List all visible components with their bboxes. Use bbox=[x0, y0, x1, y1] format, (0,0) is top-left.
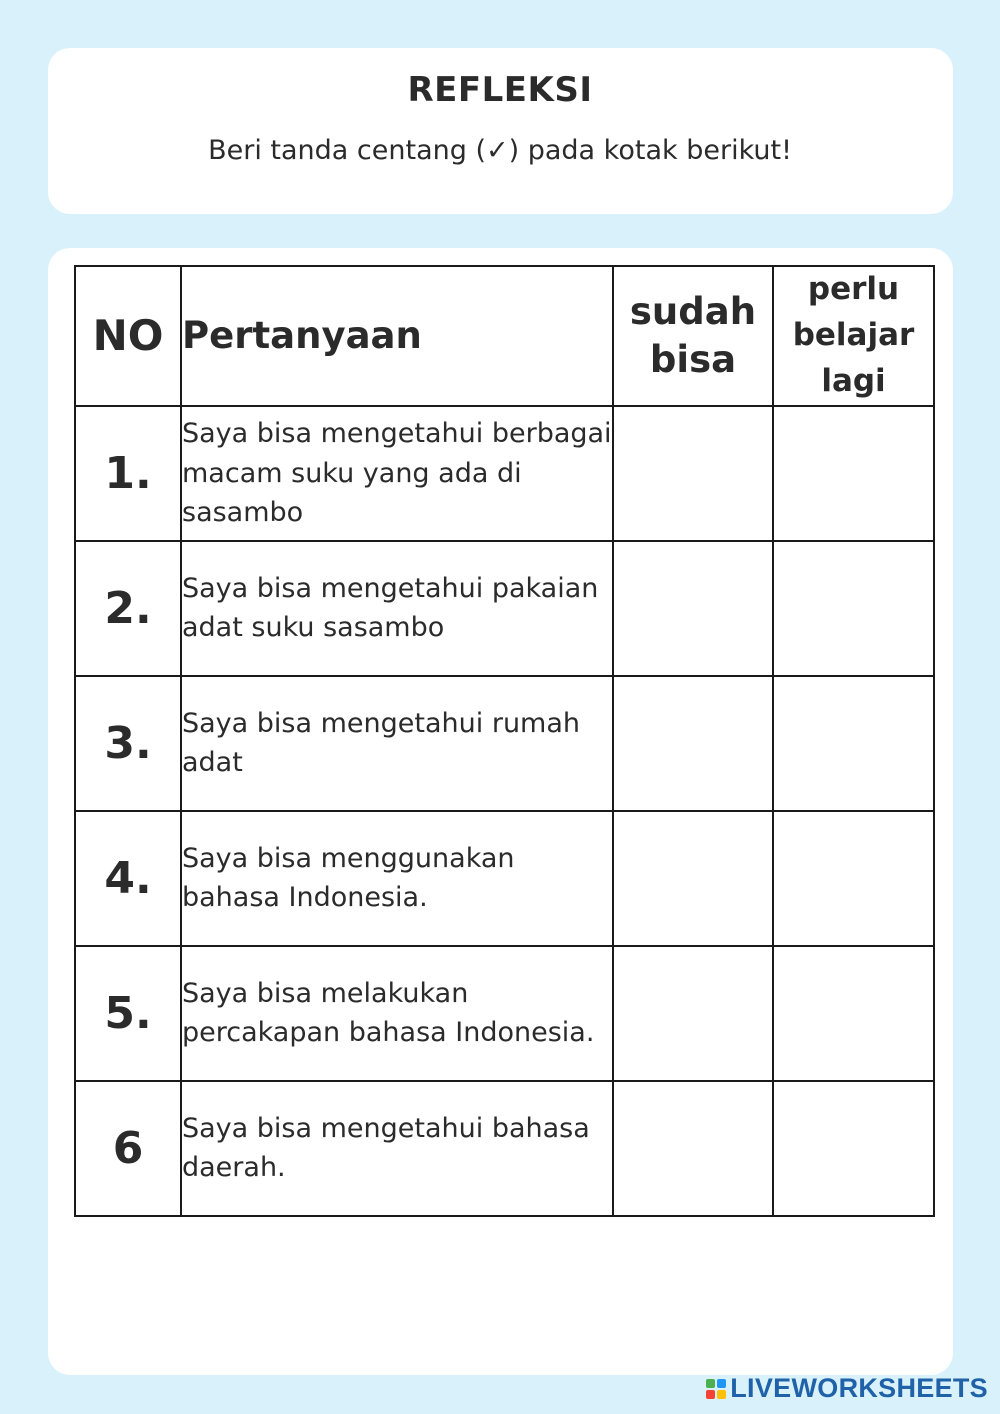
row-question: Saya bisa melakukan percakapan bahasa Indonesia. bbox=[181, 946, 613, 1081]
liveworksheets-logo[interactable] bbox=[706, 1373, 988, 1404]
table-row bbox=[75, 406, 934, 541]
header-question: Pertanyaan bbox=[181, 266, 613, 406]
table-row bbox=[75, 1081, 934, 1216]
row-number: 1. bbox=[75, 406, 181, 541]
header-no: NO bbox=[75, 266, 181, 406]
liveworksheets-mark-icon bbox=[706, 1379, 726, 1399]
logo-square-icon bbox=[706, 1379, 715, 1388]
row-number: 5. bbox=[75, 946, 181, 1081]
table-row bbox=[75, 946, 934, 1081]
check-box-learn[interactable] bbox=[773, 676, 934, 811]
row-question: Saya bisa mengetahui bahasa daerah. bbox=[181, 1081, 613, 1216]
check-box-done[interactable] bbox=[613, 541, 773, 676]
row-number: 2. bbox=[75, 541, 181, 676]
check-box-done[interactable] bbox=[613, 946, 773, 1081]
check-box-done[interactable] bbox=[613, 1081, 773, 1216]
logo-square-icon bbox=[717, 1379, 726, 1388]
row-number: 4. bbox=[75, 811, 181, 946]
page-title: REFLEKSI bbox=[407, 70, 593, 110]
check-box-done[interactable] bbox=[613, 406, 773, 541]
check-box-learn[interactable] bbox=[773, 541, 934, 676]
check-box-done[interactable] bbox=[613, 676, 773, 811]
logo-square-icon bbox=[717, 1390, 726, 1399]
header-learn: perlu belajar lagi bbox=[773, 266, 934, 406]
table-header-row bbox=[75, 266, 934, 406]
check-box-learn[interactable] bbox=[773, 946, 934, 1081]
row-question: Saya bisa mengetahui rumah adat bbox=[181, 676, 613, 811]
logo-square-icon bbox=[706, 1390, 715, 1399]
check-box-done[interactable] bbox=[613, 811, 773, 946]
header-done: sudah bisa bbox=[613, 266, 773, 406]
row-number: 6 bbox=[75, 1081, 181, 1216]
row-question: Saya bisa mengetahui pakaian adat suku sasambo bbox=[181, 541, 613, 676]
table-row bbox=[75, 811, 934, 946]
row-number: 3. bbox=[75, 676, 181, 811]
check-box-learn[interactable] bbox=[773, 1081, 934, 1216]
row-question: Saya bisa menggunakan bahasa Indonesia. bbox=[181, 811, 613, 946]
table-row bbox=[75, 541, 934, 676]
row-question: Saya bisa mengetahui berbagai macam suku yang ada di sasambo bbox=[181, 406, 613, 541]
reflection-table bbox=[74, 265, 935, 1217]
check-box-learn[interactable] bbox=[773, 811, 934, 946]
check-box-learn[interactable] bbox=[773, 406, 934, 541]
instruction-text: Beri tanda centang (✓) pada kotak berikut! bbox=[208, 135, 792, 166]
table-row bbox=[75, 676, 934, 811]
brand-name: LIVEWORKSHEETS bbox=[730, 1373, 988, 1403]
